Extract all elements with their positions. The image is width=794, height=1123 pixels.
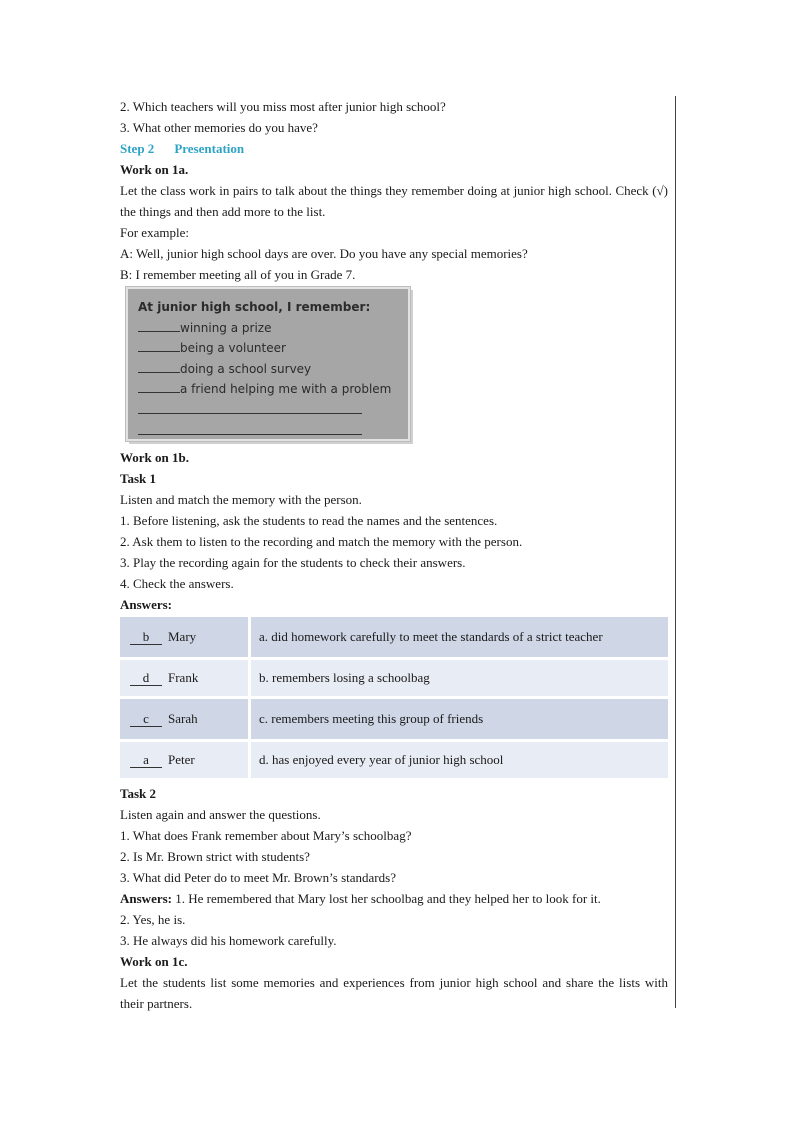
empty-answer-line [138,421,408,442]
task-2-question: 1. What does Frank remember about Mary’s schoolbag? [120,828,412,843]
right-margin-rule [675,96,676,1008]
memory-item [138,379,408,400]
task-2-answer-line [120,888,668,909]
check-blank [138,339,180,352]
memory-item-text: winning a prize [180,320,272,335]
memory-box-heading: At junior high school, I remember: [138,300,371,314]
step-number: Step 2 [120,141,155,156]
work-1a-heading: Work on 1a. [120,162,189,177]
memory-cell: c. remembers meeting this group of friends [250,698,669,741]
answer-letter: b [130,630,162,645]
table-row [120,659,668,698]
person-name: Sarah [168,711,198,726]
work-1c-instruction: Let the students list some memories and experiences from junior high school and share the lists with their partners. [120,975,668,1011]
task-1-step: 4. Check the answers. [120,576,234,591]
person-cell [120,698,250,741]
answer-letter: c [130,712,162,727]
task-2-answer: 3. He always did his homework carefully. [120,933,337,948]
memory-item-text: doing a school survey [180,361,312,376]
task-1-answers-label: Answers: [120,597,172,612]
person-cell [120,741,250,780]
work-1c-heading: Work on 1c. [120,954,188,969]
task-2-question: 3. What did Peter do to meet Mr. Brown’s standards? [120,870,396,885]
dialog-line-a: A: Well, junior high school days are over. Do you have any special memories? [120,246,528,261]
check-blank [138,319,180,332]
task-2-question: 2. Is Mr. Brown strict with students? [120,849,310,864]
memory-item [138,359,408,380]
memory-item-text: a friend helping me with a problem [180,382,392,397]
person-name: Peter [168,752,195,767]
task-1-step: 1. Before listening, ask the students to read the names and the sentences. [120,513,498,528]
step-title: Presentation [174,141,245,156]
table-row [120,698,668,741]
answer-letter: d [130,671,162,686]
table-row [120,617,668,659]
person-name: Mary [168,629,197,644]
table-row [120,741,668,780]
check-blank [138,360,180,373]
memory-item [138,338,408,359]
work-1b-heading: Work on 1b. [120,450,189,465]
person-name: Frank [168,670,199,685]
person-cell [120,659,250,698]
for-example-label: For example: [120,225,189,240]
task-1-step: 2. Ask them to listen to the recording and match the memory with the person. [120,534,523,549]
task-2-title: Task 2 [120,786,157,801]
memory-cell: d. has enjoyed every year of junior high school [250,741,669,780]
work-1a-instruction: Let the class work in pairs to talk about the things they remember doing at junior high school. Check (√) the things and then add more to the list. [120,183,668,219]
task-1-instruction: Listen and match the memory with the person. [120,492,362,507]
task-2-answer: 2. Yes, he is. [120,912,186,927]
memory-item-text: being a volunteer [180,341,286,356]
task-2-answers-label: Answers: [120,891,172,906]
check-blank [138,380,180,393]
answer-letter: a [130,753,162,768]
lesson-content [120,96,668,1014]
task-2-answer: 1. He remembered that Mary lost her schoolbag and they helped her to look for it. [172,891,601,906]
person-cell [120,617,250,659]
task-2-instruction: Listen again and answer the questions. [120,807,321,822]
intro-question-2: 2. Which teachers will you miss most after junior high school? [120,99,446,114]
step-heading [120,138,668,159]
intro-question-3: 3. What other memories do you have? [120,120,318,135]
answers-table [120,617,668,781]
memory-checklist-box [126,287,410,441]
memory-cell: a. did homework carefully to meet the standards of a strict teacher [250,617,669,659]
memory-item [138,318,408,339]
dialog-line-b: B: I remember meeting all of you in Grade 7. [120,267,356,282]
empty-answer-line [138,400,408,421]
task-1-step: 3. Play the recording again for the students to check their answers. [120,555,466,570]
task-1-title: Task 1 [120,471,157,486]
memory-cell: b. remembers losing a schoolbag [250,659,669,698]
